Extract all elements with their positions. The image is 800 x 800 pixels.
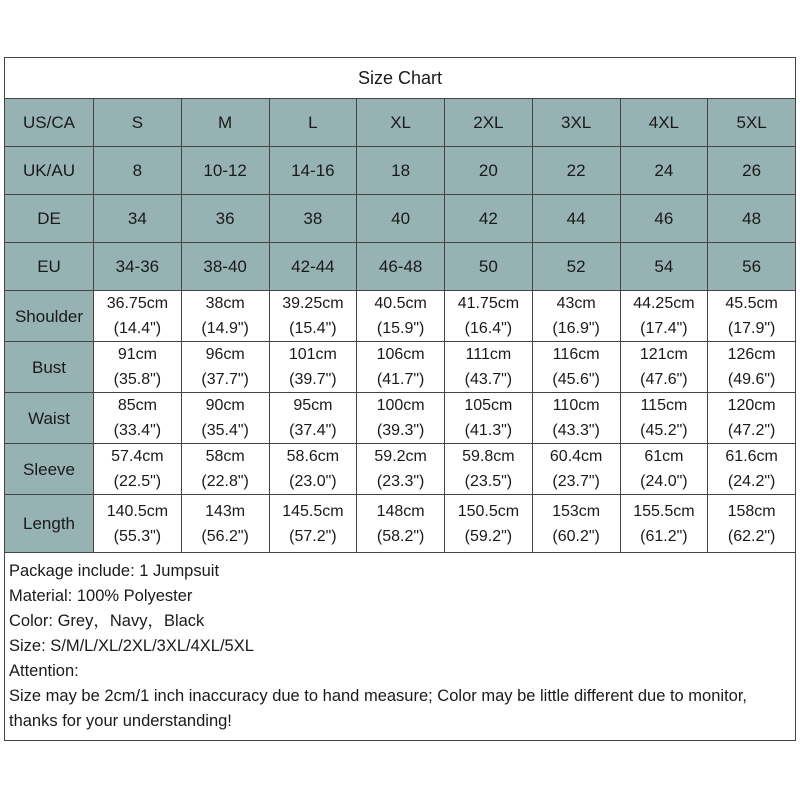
inch-value: (45.2") xyxy=(640,422,688,439)
row-label: DE xyxy=(5,195,94,243)
measurement-cell xyxy=(269,291,357,342)
measurement-cell xyxy=(357,291,445,342)
measurement-row xyxy=(5,342,796,393)
size-row xyxy=(5,243,796,291)
measurement-row xyxy=(5,393,796,444)
inch-value: (57.2") xyxy=(289,527,337,545)
inch-value: (60.2") xyxy=(552,527,600,545)
measurement-cell xyxy=(269,393,357,444)
cm-value: 115cm xyxy=(640,397,688,414)
size-row xyxy=(5,147,796,195)
inch-value: (61.2") xyxy=(640,527,688,545)
row-label: Length xyxy=(5,495,94,553)
measurement-cell xyxy=(94,393,182,444)
measurement-cell xyxy=(445,444,533,495)
inch-value: (22.5") xyxy=(113,473,162,490)
size-row xyxy=(5,195,796,243)
size-cell: 2XL xyxy=(445,99,533,147)
inch-value: (43.3") xyxy=(552,422,600,439)
inch-value: (17.4") xyxy=(640,320,688,337)
note-line: Attention: xyxy=(9,662,79,680)
cm-value: 59.2cm xyxy=(374,448,427,465)
inch-value: (24.2") xyxy=(727,473,776,490)
row-label: US/CA xyxy=(5,99,94,147)
size-chart xyxy=(4,57,796,741)
measurement-row xyxy=(5,291,796,342)
cm-value: 43cm xyxy=(556,295,596,312)
inch-value: (49.6") xyxy=(727,371,776,388)
measurement-cell xyxy=(620,393,708,444)
size-cell: 54 xyxy=(620,243,708,291)
note-line: Material: 100% Polyester xyxy=(9,587,193,605)
cm-value: 44.25cm xyxy=(633,295,695,312)
measurement-cell xyxy=(357,444,445,495)
cm-value: 120cm xyxy=(727,397,776,414)
size-cell: 20 xyxy=(445,147,533,195)
size-cell: 38-40 xyxy=(181,243,269,291)
cm-value: 90cm xyxy=(205,397,245,414)
size-cell: 34 xyxy=(94,195,182,243)
inch-value: (41.3") xyxy=(464,422,513,439)
inch-value: (39.3") xyxy=(376,422,425,439)
cm-value: 110cm xyxy=(552,397,600,414)
measurement-cell xyxy=(620,291,708,342)
size-row xyxy=(5,99,796,147)
inch-value: (14.9") xyxy=(201,320,249,337)
measurement-cell xyxy=(269,444,357,495)
inch-value: (22.8") xyxy=(201,473,249,490)
cm-value: 40.5cm xyxy=(374,295,427,312)
inch-value: (35.8") xyxy=(113,371,162,388)
inch-value: (58.2") xyxy=(376,527,425,545)
measurement-cell xyxy=(620,444,708,495)
cm-value: 148cm xyxy=(376,502,425,520)
row-label: EU xyxy=(5,243,94,291)
measurement-cell xyxy=(532,495,620,553)
size-cell: 10-12 xyxy=(181,147,269,195)
measurement-cell xyxy=(94,495,182,553)
size-cell: 40 xyxy=(357,195,445,243)
size-cell: 50 xyxy=(445,243,533,291)
inch-value: (37.7") xyxy=(201,371,249,388)
inch-value: (33.4") xyxy=(113,422,162,439)
product-notes xyxy=(4,553,796,741)
note-line: Size: S/M/L/XL/2XL/3XL/4XL/5XL xyxy=(9,637,254,655)
size-cell: 4XL xyxy=(620,99,708,147)
cm-value: 60.4cm xyxy=(549,448,603,465)
inch-value: (47.2") xyxy=(727,422,776,439)
size-cell: 42-44 xyxy=(269,243,357,291)
cm-value: 126cm xyxy=(727,346,776,363)
measurement-row xyxy=(5,495,796,553)
size-cell: 52 xyxy=(532,243,620,291)
cm-value: 116cm xyxy=(552,346,600,363)
size-cell: 34-36 xyxy=(94,243,182,291)
cm-value: 111cm xyxy=(465,346,512,363)
inch-value: (16.4") xyxy=(464,320,513,337)
size-cell: 36 xyxy=(181,195,269,243)
inch-value: (47.6") xyxy=(640,371,688,388)
note-line: Color: Grey，Navy，Black xyxy=(9,612,205,630)
cm-value: 91cm xyxy=(117,346,157,363)
inch-value: (23.0") xyxy=(289,473,337,490)
inch-value: (59.2") xyxy=(464,527,513,545)
row-label: UK/AU xyxy=(5,147,94,195)
inch-value: (15.4") xyxy=(289,320,337,337)
size-chart-table xyxy=(4,57,796,553)
measurement-cell xyxy=(357,342,445,393)
cm-value: 58.6cm xyxy=(286,448,340,465)
cm-value: 61cm xyxy=(644,448,684,465)
cm-value: 36.75cm xyxy=(106,295,169,312)
inch-value: (17.9") xyxy=(727,320,776,337)
size-cell: 38 xyxy=(269,195,357,243)
measurement-cell xyxy=(445,393,533,444)
note-line: Size may be 2cm/1 inch inaccuracy due to hand measure; Color may be little different due to monitor, thanks for your understanding! xyxy=(9,687,752,730)
cm-value: 140.5cm xyxy=(106,502,169,520)
measurement-cell xyxy=(445,495,533,553)
cm-value: 85cm xyxy=(117,397,157,414)
cm-value: 106cm xyxy=(376,346,425,363)
cm-value: 143m xyxy=(205,502,246,520)
inch-value: (23.5") xyxy=(464,473,513,490)
measurement-cell xyxy=(181,444,269,495)
measurement-cell xyxy=(181,342,269,393)
cm-value: 58cm xyxy=(205,448,245,465)
inch-value: (45.6") xyxy=(552,371,600,388)
measurement-cell xyxy=(181,495,269,553)
measurement-cell xyxy=(532,291,620,342)
cm-value: 61.6cm xyxy=(725,448,778,465)
size-cell: 22 xyxy=(532,147,620,195)
cm-value: 153cm xyxy=(552,502,601,520)
measurement-cell xyxy=(708,291,796,342)
measurement-cell xyxy=(357,393,445,444)
measurement-cell xyxy=(708,444,796,495)
size-cell: 24 xyxy=(620,147,708,195)
cm-value: 38cm xyxy=(205,295,245,312)
measurement-cell xyxy=(532,444,620,495)
size-cell: 44 xyxy=(532,195,620,243)
size-cell: 8 xyxy=(94,147,182,195)
measurement-cell xyxy=(532,342,620,393)
cm-value: 45.5cm xyxy=(725,295,778,312)
inch-value: (16.9") xyxy=(552,320,600,337)
size-cell: 48 xyxy=(708,195,796,243)
size-cell: 46-48 xyxy=(357,243,445,291)
inch-value: (23.3") xyxy=(376,473,425,490)
size-cell: 26 xyxy=(708,147,796,195)
size-cell: M xyxy=(181,99,269,147)
row-label: Sleeve xyxy=(5,444,94,495)
inch-value: (35.4") xyxy=(201,422,249,439)
cm-value: 95cm xyxy=(293,397,333,414)
measurement-cell xyxy=(708,393,796,444)
measurement-cell xyxy=(445,342,533,393)
cm-value: 145.5cm xyxy=(282,502,344,520)
size-cell: 3XL xyxy=(532,99,620,147)
size-cell: 18 xyxy=(357,147,445,195)
measurement-cell xyxy=(708,342,796,393)
cm-value: 121cm xyxy=(639,346,688,363)
measurement-cell xyxy=(181,393,269,444)
cm-value: 101cm xyxy=(288,346,337,363)
measurement-cell xyxy=(620,342,708,393)
measurement-cell xyxy=(708,495,796,553)
measurement-cell xyxy=(620,495,708,553)
inch-value: (62.2") xyxy=(727,527,776,545)
size-cell: L xyxy=(269,99,357,147)
inch-value: (14.4") xyxy=(113,320,162,337)
cm-value: 155.5cm xyxy=(633,502,695,520)
cm-value: 100cm xyxy=(376,397,425,414)
measurement-row xyxy=(5,444,796,495)
size-cell: S xyxy=(94,99,182,147)
inch-value: (55.3") xyxy=(113,527,162,545)
cm-value: 39.25cm xyxy=(282,295,344,312)
measurement-cell xyxy=(357,495,445,553)
cm-value: 105cm xyxy=(464,397,513,414)
size-cell: 5XL xyxy=(708,99,796,147)
measurement-cell xyxy=(94,342,182,393)
size-cell: 56 xyxy=(708,243,796,291)
measurement-cell xyxy=(532,393,620,444)
size-cell: 46 xyxy=(620,195,708,243)
cm-value: 57.4cm xyxy=(111,448,164,465)
inch-value: (24.0") xyxy=(640,473,688,490)
cm-value: 96cm xyxy=(205,346,245,363)
note-line: Package include: 1 Jumpsuit xyxy=(9,562,220,580)
row-label: Bust xyxy=(5,342,94,393)
measurement-cell xyxy=(94,444,182,495)
row-label: Waist xyxy=(5,393,94,444)
inch-value: (39.7") xyxy=(289,371,337,388)
measurement-cell xyxy=(181,291,269,342)
inch-value: (43.7") xyxy=(464,371,513,388)
measurement-cell xyxy=(445,291,533,342)
cm-value: 158cm xyxy=(727,502,776,520)
inch-value: (23.7") xyxy=(552,473,600,490)
inch-value: (37.4") xyxy=(289,422,337,439)
cm-value: 41.75cm xyxy=(457,295,520,312)
row-label: Shoulder xyxy=(5,291,94,342)
inch-value: (56.2") xyxy=(201,527,249,545)
cm-value: 150.5cm xyxy=(457,502,520,520)
chart-title: Size Chart xyxy=(5,58,796,99)
size-cell: XL xyxy=(357,99,445,147)
measurement-cell xyxy=(269,342,357,393)
size-cell: 14-16 xyxy=(269,147,357,195)
inch-value: (41.7") xyxy=(376,371,425,388)
measurement-cell xyxy=(269,495,357,553)
cm-value: 59.8cm xyxy=(462,448,515,465)
measurement-cell xyxy=(94,291,182,342)
size-cell: 42 xyxy=(445,195,533,243)
inch-value: (15.9") xyxy=(376,320,425,337)
